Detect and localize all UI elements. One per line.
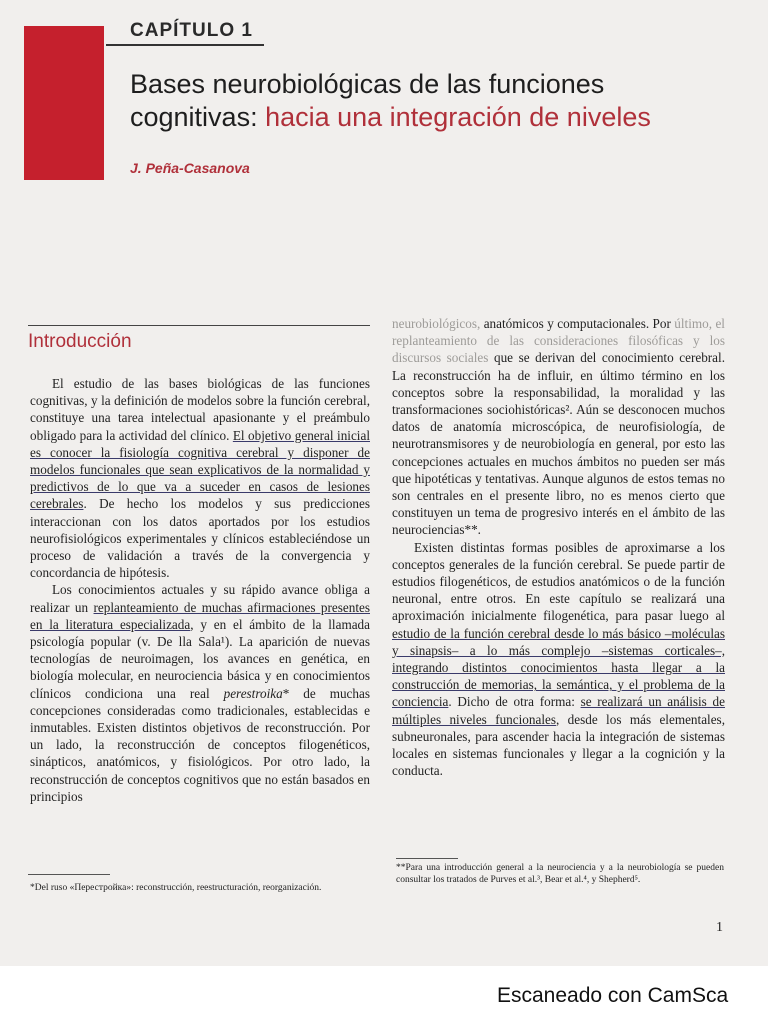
right-text-column <box>392 315 725 779</box>
underlined-text: replanteamiento de muchas afirmaciones presentes en la literatura especializada <box>30 599 370 632</box>
section-heading-introduccion: Introducción <box>28 331 132 352</box>
footnote-left: *Del ruso «Перестройка»: reconstrucción, reestructuración, reorganización. <box>30 883 322 893</box>
text-run: Existen distintas formas posibles de aproximarse a los conceptos generales de la función cerebral. Se puede partir de estudios filogenéticos, de estudios anatómicos o de la función neuronal, entre otros. En este capítulo se realizará una aproximación inicialmente filogenética, para pasar luego al <box>392 539 725 624</box>
text-run: anatómicos y computacionales. Por <box>483 316 675 331</box>
author-name: J. Peña-Casanova <box>130 160 250 176</box>
footnote-rule <box>396 858 458 859</box>
paragraph <box>30 581 370 805</box>
underlined-text: se realizará un análisis de múltiples niveles funcionales <box>392 694 725 727</box>
left-text-column <box>30 375 370 805</box>
paragraph <box>392 315 725 539</box>
text-run: . De hecho los modelos y sus predicciones interaccionan con los datos aportados por los estudios neurofisiológicos experimentales y clínicos estableciéndose un proceso de validación a través de la convergencia y concordancia de hipótesis. <box>30 496 370 581</box>
title-line-1: Bases neurobiológicas de las funciones <box>130 69 605 99</box>
text-run: * de muchas concepciones consideradas como tradicionales, establecidas e inmutables. Existen distintos objetivos de reconstrucción. Por un lado, la reconstrucción de conceptos filogenéticos, sinápticos, anatómicos, y fisiológicos. Por otro lado, la reconstrucción de conceptos cognitivos que no están basados en principios <box>30 685 370 804</box>
text-run: El estudio de las bases biológicas de las funciones cognitivas, y la definición de modelos sobre la función cerebral, constituye una tarea intelectual apasionante y el preámbulo obligado para la actividad del clínico. <box>30 376 370 443</box>
title-line-2-main: cognitivas: <box>130 102 266 132</box>
text-run: . Dicho de otra forma: <box>448 694 581 710</box>
camscanner-watermark: Escaneado con CamSca <box>497 984 729 1007</box>
text-run: que se derivan del conocimiento cerebral. La reconstrucción ha de influir, en último término en los conceptos sobre la responsabilidad, la moralidad y las transformaciones sociohistóricas². Aún se desconocen muchos datos de anatomía microscópica, de neurofisiología, de neurotransmisores y de neurobiología en general, por esto las concepciones actuales en muchos ámbitos no pueden ser más que hipotéticas y tentativas. Aunque algunos de estos temas no son centrales en el presente libro, no es menos cierto que constituyen un tema de progresivo interés en el ámbito de las neurociencias**. <box>392 350 725 538</box>
underlined-text: estudio de la función cerebral desde lo más básico –moléculas y sinapsis– a lo más complejo –sistemas corticales–, integrando distintos conocimientos hasta llegar a la construcción de memorias, la semántica, y el problema de la conciencia <box>392 625 725 710</box>
title-line-2-subtitle: hacia una integración de niveles <box>265 102 651 132</box>
paragraph <box>392 539 725 780</box>
chapter-rule <box>106 44 264 46</box>
footnote-right: **Para una introducción general a la neurociencia y a la neurobiología se pueden consultar los tratados de Purves et al.³, Bear et al.⁴, y Shepherd⁵. <box>396 863 724 885</box>
text-run: Los conocimientos actuales y su rápido avance obliga a realizar un <box>30 582 370 615</box>
chapter-red-block <box>24 26 104 180</box>
italic-term: perestroika <box>223 685 283 701</box>
section-rule <box>28 325 370 326</box>
faded-text: último, el replanteamiento de las consideraciones filosóficas y los discursos sociales <box>392 316 725 366</box>
underlined-text: El objetivo general inicial es conocer la fisiología cognitiva cerebral y disponer de modelos funcionales que sean explicativos de la normalidad y predictivos de lo que va a suceder en casos de lesiones cerebrales <box>30 427 370 512</box>
faded-text: neurobiológicos, <box>392 316 484 331</box>
chapter-title <box>130 68 730 134</box>
page-number: 1 <box>716 920 723 935</box>
footnote-rule <box>28 874 110 875</box>
chapter-label: CAPÍTULO 1 <box>130 20 253 41</box>
text-run: , desde los más elementales, subneuronales, para ascender hacia la integración de sistemas locales en sistemas funcionales y llegar a la cognición y la conducta. <box>392 711 725 779</box>
paragraph <box>30 375 370 581</box>
text-run: , y en el ámbito de la llamada psicología popular (v. De lla Sala¹). La aparición de nuevas tecnologías de neuroimagen, los avances en genética, en biología molecular, en neurociencia básica y en conocimientos clínicos condiciona una real <box>30 616 370 701</box>
